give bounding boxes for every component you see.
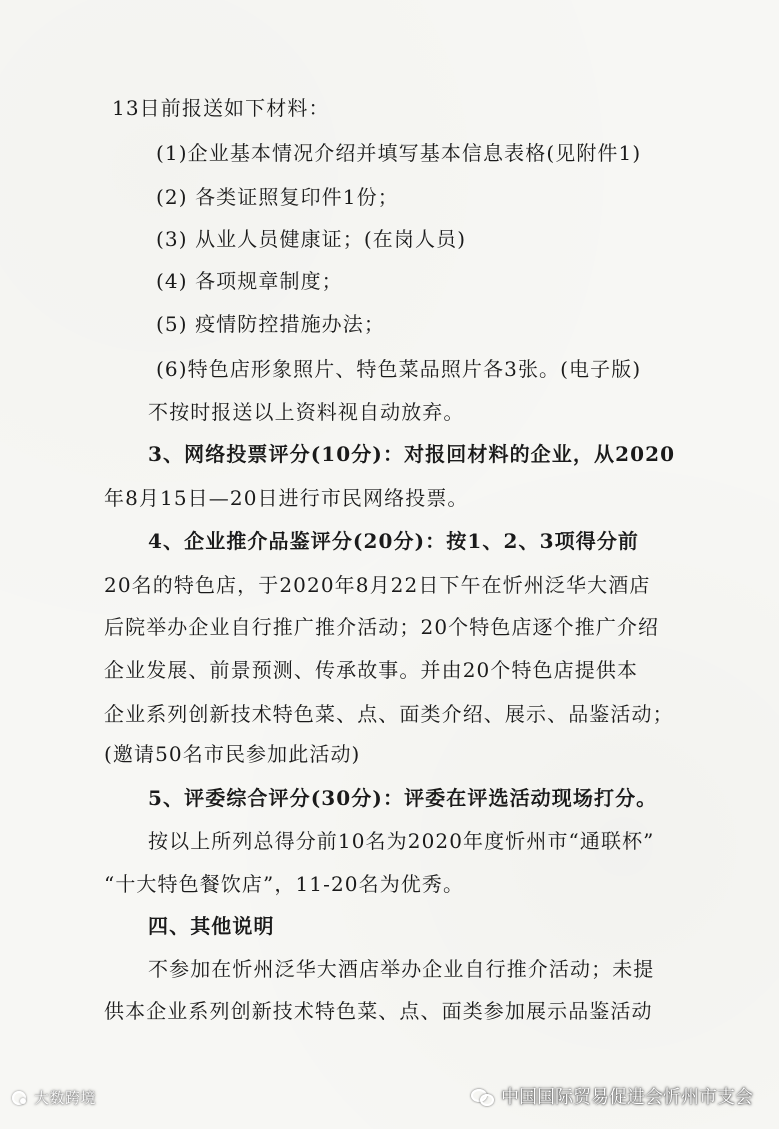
doc-line-1: 13日前报送如下材料： <box>112 96 330 120</box>
wechat-icon <box>471 1087 493 1105</box>
doc-line-12: 20名的特色店，于2020年8月22日下午在忻州泛华大酒店 <box>104 573 651 597</box>
doc-line-3: (2) 各类证照复印件1份； <box>156 185 399 209</box>
right-watermark-text: 中国国际贸易促进会忻州市支会 <box>501 1087 753 1108</box>
circle-logo-icon <box>10 1088 30 1108</box>
left-watermark <box>10 1087 96 1108</box>
doc-line-10: 年8月15日—20日进行市民网络投票。 <box>104 486 469 510</box>
doc-line-5: (4) 各项规章制度； <box>156 269 343 293</box>
doc-line-13: 后院举办企业自行推广推介活动；20个特色店逐个推广介绍 <box>104 615 660 639</box>
doc-line-4: (3) 从业人员健康证；(在岗人员) <box>156 227 467 251</box>
doc-line-11: 4、企业推介品鉴评分(20分)：按1、2、3项得分前 <box>148 529 640 553</box>
doc-line-22: 供本企业系列创新技术特色菜、点、面类参加展示品鉴活动 <box>104 999 653 1023</box>
doc-line-18: 按以上所列总得分前10名为2020年度忻州市“通联杯” <box>148 829 655 853</box>
right-watermark <box>471 1083 753 1109</box>
doc-line-7: (6)特色店形象照片、特色菜品照片各3张。(电子版) <box>156 357 642 381</box>
doc-line-17: 5、评委综合评分(30分)：评委在评选活动现场打分。 <box>148 786 658 810</box>
doc-line-15: 企业系列创新技术特色菜、点、面类介绍、展示、品鉴活动； <box>104 702 674 726</box>
left-watermark-text: 大数跨境 <box>34 1089 97 1107</box>
doc-line-2: (1)企业基本情况介绍并填写基本信息表格(见附件1) <box>156 141 642 165</box>
doc-line-9: 3、网络投票评分(10分)：对报回材料的企业，从2020 <box>148 442 676 466</box>
doc-line-14: 企业发展、前景预测、传承故事。并由20个特色店提供本 <box>104 658 639 682</box>
doc-line-21: 不参加在忻州泛华大酒店举办企业自行推介活动；未提 <box>148 957 655 981</box>
doc-line-8: 不按时报送以上资料视自动放弃。 <box>148 400 465 424</box>
doc-line-19: “十大特色餐饮店”，11-20名为优秀。 <box>104 872 465 896</box>
footer-watermark-bar <box>0 1083 779 1113</box>
doc-line-6: (5) 疫情防控措施办法； <box>156 312 385 336</box>
doc-line-16: (邀请50名市民参加此活动) <box>104 742 361 766</box>
section-heading-other-notes: 四、其他说明 <box>148 914 275 938</box>
